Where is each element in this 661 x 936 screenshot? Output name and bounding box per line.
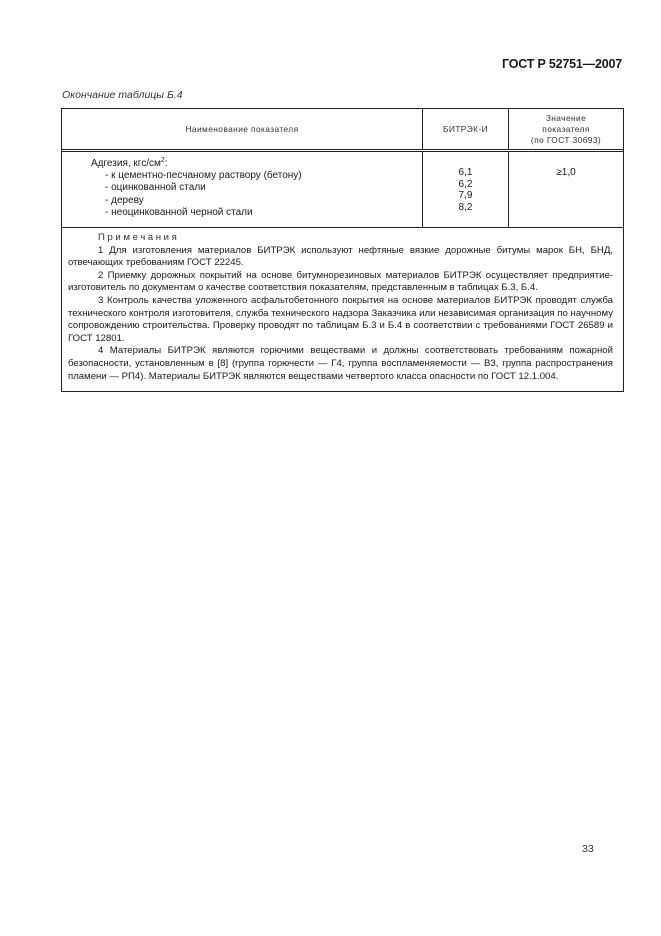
column-header-norm-line: Значение bbox=[545, 112, 587, 123]
indicator-sub-item: - дереву bbox=[105, 194, 144, 206]
indicators-table bbox=[61, 108, 624, 392]
table-row bbox=[62, 152, 623, 228]
note-item: 4 Материалы БИТРЭК являются горючими веществами и должны соответствовать требованиям пожарной безопасности, установленным в [8] (группа горючести — Г4, группа воспламеняемости — В3, группа распространения пламени — РП4). Материалы БИТРЭК являются веществами четвертого класса опасности по ГОСТ 12.1.004. bbox=[68, 345, 613, 382]
column-header-norm-line: показателя bbox=[542, 123, 590, 134]
column-header-bitrek: БИТРЭК-И bbox=[423, 109, 509, 149]
value: 8,2 bbox=[458, 201, 473, 213]
norm-value-cell: ≥1,0 bbox=[556, 167, 576, 178]
indicator-sub-item: - неоцинкованной черной стали bbox=[105, 206, 253, 218]
bitrek-values-cell bbox=[423, 152, 509, 227]
value: 6,2 bbox=[458, 178, 473, 190]
value: 6,1 bbox=[458, 167, 473, 178]
notes-title: Примечания bbox=[98, 232, 180, 243]
indicator-sub-item: - к цементно-песчаному раствору (бетону) bbox=[105, 170, 302, 182]
document-code: ГОСТ Р 52751—2007 bbox=[502, 57, 622, 71]
page-number: 33 bbox=[582, 843, 594, 855]
table-header-row bbox=[62, 109, 623, 152]
table-notes bbox=[62, 228, 623, 391]
value: 7,9 bbox=[458, 190, 473, 201]
note-item: 1 Для изготовления материалов БИТРЭК используют нефтяные вязкие дорожные битумы марок БН, БНД, отвечающих требованиям ГОСТ 22245. bbox=[68, 244, 613, 269]
indicator-sub-item: - оцинкованной стали bbox=[105, 182, 206, 194]
indicator-title: Адгезия, кгс/$см^2$: bbox=[91, 157, 168, 169]
column-header-norm bbox=[509, 109, 623, 149]
indicator-cell bbox=[62, 152, 423, 227]
note-item: 3 Контроль качества уложенного асфальтобетонного покрытия на основе материалов БИТРЭК проводят служба технического контроля изготовителя, служба технического надзора Заказчика или независимая организация по научному сопровождению строительства. Проверку проводят по таблицам Б.3 и Б.4 в соответствии с требованиями ГОСТ 26589 и ГОСТ 12801. bbox=[68, 294, 613, 344]
column-header-norm-line: (по ГОСТ 30693) bbox=[530, 134, 602, 145]
table-caption: Окончание таблицы Б.4 bbox=[62, 89, 183, 101]
note-item: 2 Приемку дорожных покрытий на основе битумнорезиновых материалов БИТРЭК осуществляет предприятие-изготовитель по документам о качестве соответствия показателям, представленным в таблицах Б.3, Б.4. bbox=[68, 269, 613, 294]
column-header-indicator: Наименование показателя bbox=[62, 109, 423, 149]
